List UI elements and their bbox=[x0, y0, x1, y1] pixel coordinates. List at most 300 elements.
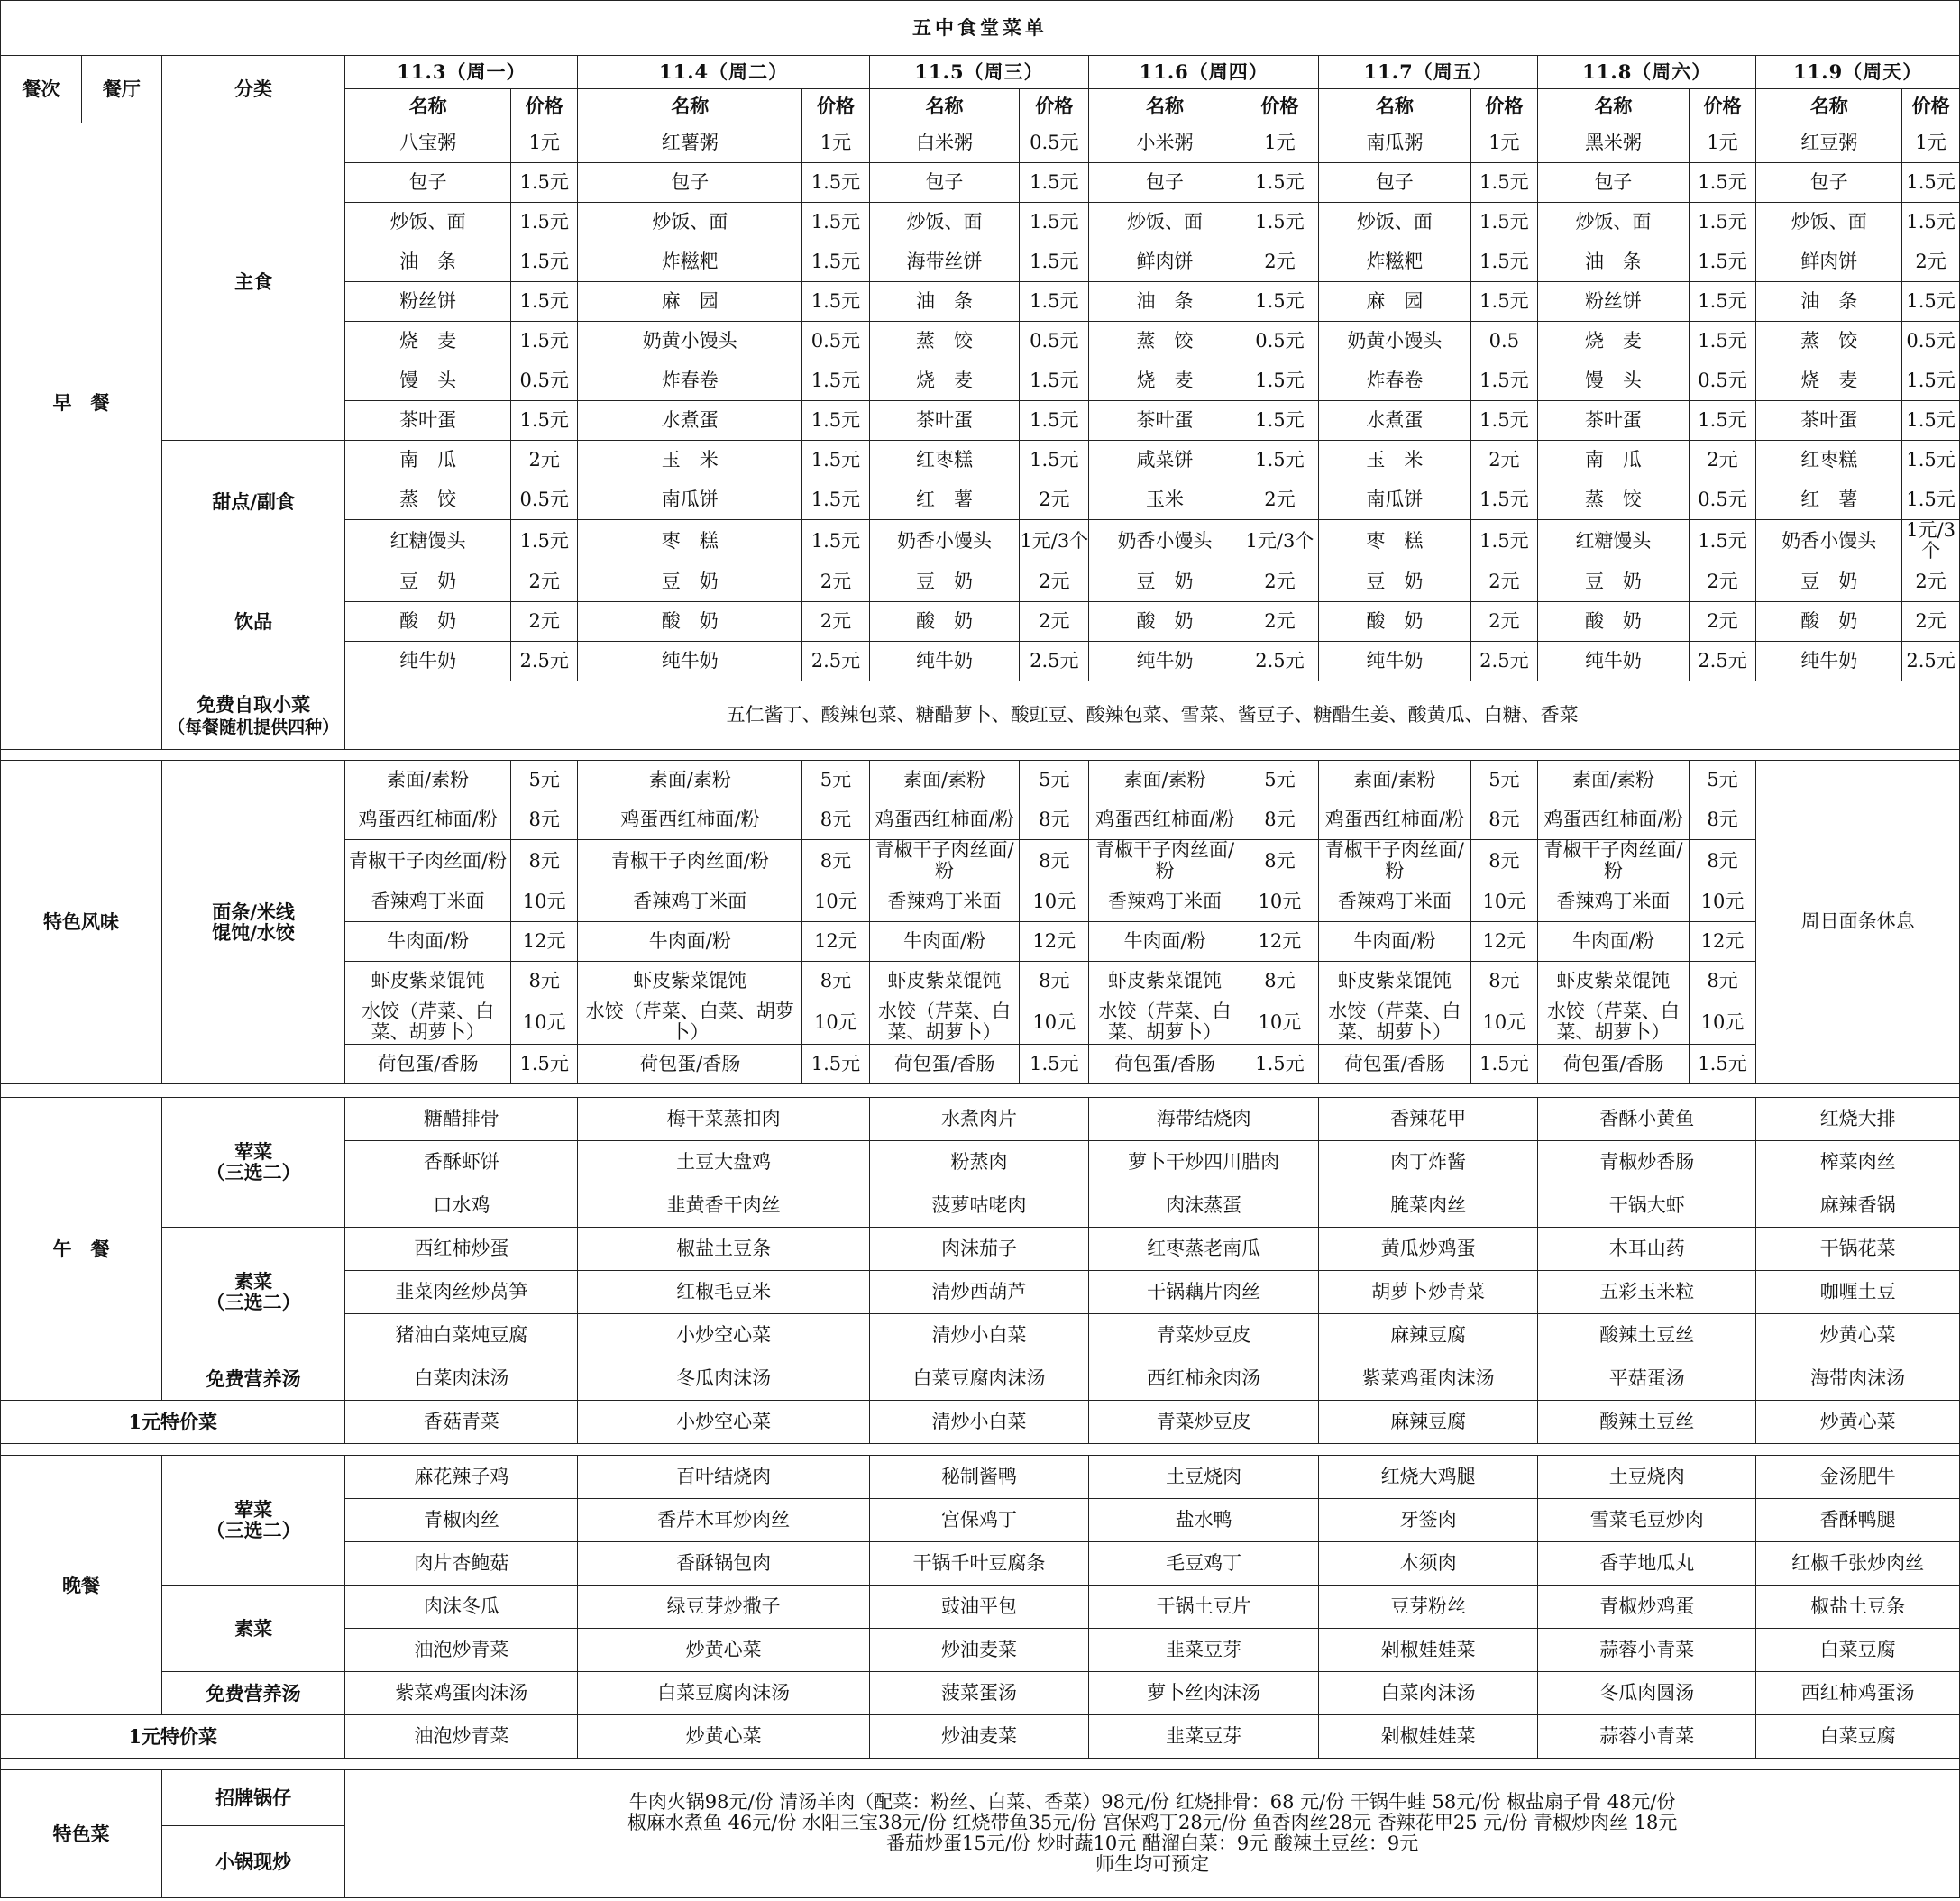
table-row bbox=[1, 1585, 1960, 1628]
dish-price: 0.5元 bbox=[1689, 361, 1756, 401]
breakfast-label: 早 餐 bbox=[1, 123, 162, 681]
dish-name: 蒸 饺 bbox=[345, 480, 511, 520]
special-dish: 炒油麦菜 bbox=[869, 1714, 1089, 1758]
dish-name: 奶香小馒头 bbox=[1089, 520, 1241, 562]
dish-name: 木须肉 bbox=[1319, 1541, 1538, 1585]
noodle-name: 鸡蛋西红柿面/粉 bbox=[1089, 800, 1241, 840]
noodle-price: 8元 bbox=[1470, 962, 1538, 1001]
dish-name: 包子 bbox=[578, 163, 802, 203]
dish-name: 炒饭、面 bbox=[1319, 203, 1470, 242]
noodle-name: 荷包蛋/香肠 bbox=[1538, 1044, 1690, 1083]
dish-name: 南瓜饼 bbox=[1319, 480, 1470, 520]
dish-name: 玉 米 bbox=[578, 441, 802, 480]
noodle-name: 牛肉面/粉 bbox=[345, 922, 511, 962]
dish-name: 奶黄小馒头 bbox=[578, 322, 802, 361]
noodle-name: 水饺（芹菜、白菜、胡萝卜） bbox=[345, 1001, 511, 1044]
dish-name: 萝卜干炒四川腊肉 bbox=[1089, 1140, 1319, 1184]
noodle-price: 10元 bbox=[1241, 882, 1318, 922]
dish-price: 2.5元 bbox=[1020, 642, 1089, 681]
veg-title: 素菜 bbox=[234, 1616, 273, 1640]
noodle-price: 10元 bbox=[802, 882, 870, 922]
dish-price: 1元 bbox=[802, 123, 870, 163]
dish-name: 五彩玉米粒 bbox=[1538, 1270, 1756, 1313]
dish-price: 1.5元 bbox=[1689, 282, 1756, 322]
dish-name: 纯牛奶 bbox=[1089, 642, 1241, 681]
dish-name: 麻 园 bbox=[578, 282, 802, 322]
noodle-name: 青椒干子肉丝面/粉 bbox=[1319, 840, 1470, 882]
dish-price: 1.5元 bbox=[1020, 282, 1089, 322]
dish-name: 炒饭、面 bbox=[1538, 203, 1690, 242]
dish-name: 油泡炒青菜 bbox=[345, 1628, 578, 1671]
noodle-price: 10元 bbox=[1470, 1001, 1538, 1044]
noodle-price: 1.5元 bbox=[1470, 1044, 1538, 1083]
specialty-line: 番茄炒蛋15元/份 炒时蔬10元 醋溜白菜：9元 酸辣土豆丝：9元 bbox=[886, 1832, 1419, 1855]
dish-price: 0.5元 bbox=[510, 361, 578, 401]
dish-name: 纯牛奶 bbox=[1538, 642, 1690, 681]
noodle-price: 8元 bbox=[1689, 962, 1756, 1001]
dinner-veg-label bbox=[161, 1585, 344, 1671]
blank-cell bbox=[1, 681, 162, 750]
dish-price: 1.5元 bbox=[1689, 401, 1756, 441]
dish-price: 2.5元 bbox=[1470, 642, 1538, 681]
dish-name: 麻辣香锅 bbox=[1756, 1184, 1960, 1227]
dish-price: 1.5元 bbox=[510, 401, 578, 441]
dish-name: 口水鸡 bbox=[345, 1184, 578, 1227]
table-row bbox=[1, 1097, 1960, 1140]
meat-title: 荤菜 bbox=[234, 1497, 273, 1521]
noodle-price: 5元 bbox=[1020, 761, 1089, 800]
dish-price: 2元 bbox=[802, 562, 870, 602]
dish-name: 肉丁炸酱 bbox=[1319, 1140, 1538, 1184]
dish-name: 红椒毛豆米 bbox=[578, 1270, 869, 1313]
dish-price: 1.5元 bbox=[1241, 441, 1318, 480]
table-row bbox=[1, 1714, 1960, 1758]
dish-name: 韭菜肉丝炒莴笋 bbox=[345, 1270, 578, 1313]
dish-name: 腌菜肉丝 bbox=[1319, 1184, 1538, 1227]
dish-price: 1.5元 bbox=[1902, 480, 1960, 520]
noodle-name: 虾皮紫菜馄饨 bbox=[345, 962, 511, 1001]
noodle-price: 12元 bbox=[1470, 922, 1538, 962]
dish-price: 2元 bbox=[1902, 602, 1960, 642]
dish-name: 香酥虾饼 bbox=[345, 1140, 578, 1184]
dish-name: 南瓜粥 bbox=[1319, 123, 1470, 163]
dish-name: 剁椒娃娃菜 bbox=[1319, 1628, 1538, 1671]
dinner-label: 晚餐 bbox=[1, 1455, 162, 1714]
dish-name: 酸 奶 bbox=[1756, 602, 1902, 642]
noodle-name: 荷包蛋/香肠 bbox=[578, 1044, 802, 1083]
dish-name: 肉片杏鲍菇 bbox=[345, 1541, 578, 1585]
dish-price: 2元 bbox=[1902, 562, 1960, 602]
dish-name: 油 条 bbox=[1089, 282, 1241, 322]
dish-name: 青椒肉丝 bbox=[345, 1498, 578, 1541]
dish-name: 南 瓜 bbox=[345, 441, 511, 480]
noodle-name: 荷包蛋/香肠 bbox=[345, 1044, 511, 1083]
dish-name: 南 瓜 bbox=[1538, 441, 1690, 480]
dish-name: 豆 奶 bbox=[1319, 562, 1470, 602]
dish-price: 1.5元 bbox=[802, 203, 870, 242]
dish-name: 豆 奶 bbox=[1756, 562, 1902, 602]
dish-name: 玉米 bbox=[1089, 480, 1241, 520]
special-dish: 清炒小白菜 bbox=[869, 1400, 1089, 1443]
table-row bbox=[1, 761, 1960, 800]
dish-name: 包子 bbox=[1089, 163, 1241, 203]
soup-name: 海带肉沫汤 bbox=[1756, 1357, 1960, 1400]
dinner-meat-label bbox=[161, 1455, 344, 1585]
noodle-name: 荷包蛋/香肠 bbox=[1319, 1044, 1470, 1083]
dish-name: 烧 麦 bbox=[1538, 322, 1690, 361]
noodle-price: 8元 bbox=[510, 840, 578, 882]
lunch-veg-label bbox=[161, 1227, 344, 1357]
noodle-price: 10元 bbox=[1689, 882, 1756, 922]
noodle-price: 1.5元 bbox=[1689, 1044, 1756, 1083]
section-gap bbox=[1, 750, 1960, 761]
dish-price: 1.5元 bbox=[1020, 401, 1089, 441]
dish-price: 2元 bbox=[1241, 562, 1318, 602]
dish-price: 2元 bbox=[1020, 562, 1089, 602]
noodles-category bbox=[161, 761, 344, 1083]
noodle-name: 牛肉面/粉 bbox=[1538, 922, 1690, 962]
dish-name: 炸糍粑 bbox=[1319, 242, 1470, 282]
dish-name: 梅干菜蒸扣肉 bbox=[578, 1097, 869, 1140]
noodle-name: 素面/素粉 bbox=[1538, 761, 1690, 800]
table-row bbox=[1, 1769, 1960, 1825]
noodle-name: 青椒干子肉丝面/粉 bbox=[869, 840, 1020, 882]
dish-price: 2元 bbox=[510, 602, 578, 642]
header-hall: 餐厅 bbox=[81, 56, 161, 123]
dish-price: 1.5元 bbox=[1470, 401, 1538, 441]
dish-price: 1.5元 bbox=[1470, 203, 1538, 242]
noodles-section-label: 特色风味 bbox=[1, 761, 162, 1083]
dish-name: 豆 奶 bbox=[869, 562, 1020, 602]
dish-price: 1.5元 bbox=[802, 242, 870, 282]
table-row bbox=[1, 1227, 1960, 1270]
noodle-price: 8元 bbox=[510, 800, 578, 840]
dish-name: 鲜肉饼 bbox=[1756, 242, 1902, 282]
special-dish: 小炒空心菜 bbox=[578, 1400, 869, 1443]
dish-name: 百叶结烧肉 bbox=[578, 1455, 869, 1498]
dish-name: 茶叶蛋 bbox=[1538, 401, 1690, 441]
noodles-category-line: 馄饨/水饺 bbox=[212, 920, 295, 944]
free-sides-label bbox=[161, 681, 344, 750]
dish-price: 2.5元 bbox=[1902, 642, 1960, 681]
lunch-special-label: 1元特价菜 bbox=[1, 1400, 345, 1443]
dish-price: 2元 bbox=[1470, 562, 1538, 602]
noodle-price: 1.5元 bbox=[1020, 1044, 1089, 1083]
free-sides-title: 免费自取小菜 bbox=[197, 692, 311, 716]
day-header: 11.5（周三） bbox=[869, 56, 1089, 89]
noodle-name: 水饺（芹菜、白菜、胡萝卜） bbox=[1538, 1001, 1690, 1044]
dish-name: 纯牛奶 bbox=[869, 642, 1020, 681]
dish-name: 豉油平包 bbox=[869, 1585, 1089, 1628]
noodle-price: 1.5元 bbox=[510, 1044, 578, 1083]
dish-price: 1.5元 bbox=[1020, 441, 1089, 480]
dish-price: 1.5元 bbox=[510, 203, 578, 242]
dish-name: 蒸 饺 bbox=[869, 322, 1020, 361]
noodle-name: 青椒干子肉丝面/粉 bbox=[578, 840, 802, 882]
table-row bbox=[1, 1671, 1960, 1714]
table-row bbox=[1, 123, 1960, 163]
noodle-name: 素面/素粉 bbox=[1319, 761, 1470, 800]
dish-name: 牙签肉 bbox=[1319, 1498, 1538, 1541]
noodle-price: 8元 bbox=[1241, 840, 1318, 882]
noodle-price: 8元 bbox=[802, 840, 870, 882]
dish-name: 肉沫蒸蛋 bbox=[1089, 1184, 1319, 1227]
noodle-name: 虾皮紫菜馄饨 bbox=[578, 962, 802, 1001]
noodle-name: 鸡蛋西红柿面/粉 bbox=[345, 800, 511, 840]
noodle-name: 香辣鸡丁米面 bbox=[1538, 882, 1690, 922]
dish-name: 水煮蛋 bbox=[578, 401, 802, 441]
dish-name: 红枣糕 bbox=[869, 441, 1020, 480]
header-meal: 餐次 bbox=[1, 56, 82, 123]
dish-name: 红烧大鸡腿 bbox=[1319, 1455, 1538, 1498]
dish-name: 奶香小馒头 bbox=[869, 520, 1020, 562]
noodle-price: 10元 bbox=[1020, 1001, 1089, 1044]
dish-name: 肉沫茄子 bbox=[869, 1227, 1089, 1270]
specialty-items bbox=[345, 1769, 1960, 1897]
dish-price: 0.5元 bbox=[802, 322, 870, 361]
specialty-line: 椒麻水煮鱼 46元/份 水阳三宝38元/份 红烧带鱼35元/份 宫保鸡丁28元/份 鱼香肉丝28元 香辣花甲25 元/份 青椒炒肉丝 18元 bbox=[627, 1811, 1678, 1833]
dish-name: 胡萝卜炒青菜 bbox=[1319, 1270, 1538, 1313]
dish-name: 土豆烧肉 bbox=[1538, 1455, 1756, 1498]
dish-name: 红豆粥 bbox=[1756, 123, 1902, 163]
dish-name: 蒸 饺 bbox=[1756, 322, 1902, 361]
dish-price: 1.5元 bbox=[1470, 282, 1538, 322]
dish-name: 青菜炒豆皮 bbox=[1089, 1313, 1319, 1357]
day-header: 11.3（周一） bbox=[345, 56, 578, 89]
dish-name: 豆 奶 bbox=[1089, 562, 1241, 602]
dish-name: 炒油麦菜 bbox=[869, 1628, 1089, 1671]
dish-price: 1.5元 bbox=[1241, 361, 1318, 401]
dish-price: 1.5元 bbox=[802, 441, 870, 480]
noodle-price: 12元 bbox=[1241, 922, 1318, 962]
dish-name: 青椒炒香肠 bbox=[1538, 1140, 1756, 1184]
dish-price: 2元 bbox=[510, 441, 578, 480]
dish-price: 1.5元 bbox=[1689, 163, 1756, 203]
dish-name: 菠萝咕咾肉 bbox=[869, 1184, 1089, 1227]
dish-name: 麻花辣子鸡 bbox=[345, 1455, 578, 1498]
meat-sub: （三选二） bbox=[206, 1161, 301, 1184]
noodle-name: 荷包蛋/香肠 bbox=[1089, 1044, 1241, 1083]
day-header: 11.4（周二） bbox=[578, 56, 869, 89]
dish-name: 粉丝饼 bbox=[1538, 282, 1690, 322]
dish-name: 金汤肥牛 bbox=[1756, 1455, 1960, 1498]
dish-name: 奶香小馒头 bbox=[1756, 520, 1902, 562]
dish-name: 枣 糕 bbox=[578, 520, 802, 562]
table-row bbox=[1, 1, 1960, 56]
table-row bbox=[1, 441, 1960, 480]
dish-price: 1元/3个 bbox=[1902, 520, 1960, 562]
noodle-name: 素面/素粉 bbox=[578, 761, 802, 800]
dish-price: 1.5元 bbox=[1241, 163, 1318, 203]
dish-name: 小炒空心菜 bbox=[578, 1313, 869, 1357]
dish-price: 1.5元 bbox=[1020, 163, 1089, 203]
dish-name: 清炒小白菜 bbox=[869, 1313, 1089, 1357]
dish-price: 0.5元 bbox=[510, 480, 578, 520]
specialty-line: 牛肉火锅98元/份 清汤羊肉（配菜：粉丝、白菜、香菜）98元/份 红烧排骨：68 元/份 干锅牛蛙 58元/份 椒盐扇子骨 48元/份 bbox=[628, 1790, 1676, 1813]
dish-price: 2.5元 bbox=[802, 642, 870, 681]
special-dish: 麻辣豆腐 bbox=[1319, 1400, 1538, 1443]
soup-name: 白菜肉沫汤 bbox=[345, 1357, 578, 1400]
specialty-sub2: 小锅现炒 bbox=[161, 1825, 344, 1897]
veg-sub: （三选二） bbox=[206, 1291, 301, 1314]
dish-name: 蒸 饺 bbox=[1089, 322, 1241, 361]
header-price: 价格 bbox=[1902, 89, 1960, 123]
special-dish: 白菜豆腐 bbox=[1756, 1714, 1960, 1758]
dish-name: 红糖馒头 bbox=[1538, 520, 1690, 562]
dish-name: 小米粥 bbox=[1089, 123, 1241, 163]
dish-name: 酸 奶 bbox=[1319, 602, 1470, 642]
noodle-name: 素面/素粉 bbox=[1089, 761, 1241, 800]
soup-name: 冬瓜肉圆汤 bbox=[1538, 1671, 1756, 1714]
dish-price: 1.5元 bbox=[1470, 361, 1538, 401]
dish-name: 炸糍粑 bbox=[578, 242, 802, 282]
dish-price: 2元 bbox=[1020, 602, 1089, 642]
header-name: 名称 bbox=[1756, 89, 1902, 123]
dish-name: 酸 奶 bbox=[345, 602, 511, 642]
noodle-price: 12元 bbox=[1020, 922, 1089, 962]
dish-price: 2.5元 bbox=[1689, 642, 1756, 681]
dish-name: 烧 麦 bbox=[1089, 361, 1241, 401]
noodle-price: 8元 bbox=[1020, 962, 1089, 1001]
dish-price: 2.5元 bbox=[510, 642, 578, 681]
section-gap bbox=[1, 1443, 1960, 1455]
dish-name: 纯牛奶 bbox=[1319, 642, 1470, 681]
dish-name: 炸春卷 bbox=[578, 361, 802, 401]
dish-name: 油 条 bbox=[869, 282, 1020, 322]
soup-name: 白菜豆腐肉沫汤 bbox=[578, 1671, 869, 1714]
dish-name: 青椒炒鸡蛋 bbox=[1538, 1585, 1756, 1628]
dish-name: 茶叶蛋 bbox=[1089, 401, 1241, 441]
dish-price: 1元/3个 bbox=[1241, 520, 1318, 562]
dish-name: 毛豆鸡丁 bbox=[1089, 1541, 1319, 1585]
noodle-name: 青椒干子肉丝面/粉 bbox=[345, 840, 511, 882]
dish-name: 红 薯 bbox=[869, 480, 1020, 520]
free-sides-items: 五仁酱丁、酸辣包菜、糖醋萝卜、酸豇豆、酸辣包菜、雪菜、酱豆子、糖醋生姜、酸黄瓜、白糖、香菜 bbox=[345, 681, 1960, 750]
noodle-name: 荷包蛋/香肠 bbox=[869, 1044, 1020, 1083]
header-name: 名称 bbox=[1538, 89, 1690, 123]
noodle-price: 8元 bbox=[1470, 840, 1538, 882]
header-price: 价格 bbox=[1689, 89, 1756, 123]
dish-name: 土豆大盘鸡 bbox=[578, 1140, 869, 1184]
dish-name: 韭黄香干肉丝 bbox=[578, 1184, 869, 1227]
dish-name: 粉丝饼 bbox=[345, 282, 511, 322]
special-dish: 酸辣土豆丝 bbox=[1538, 1400, 1756, 1443]
dish-name: 烧 麦 bbox=[345, 322, 511, 361]
dish-name: 盐水鸭 bbox=[1089, 1498, 1319, 1541]
dish-name: 香芹木耳炒肉丝 bbox=[578, 1498, 869, 1541]
dish-name: 清炒西葫芦 bbox=[869, 1270, 1089, 1313]
dish-name: 白米粥 bbox=[869, 123, 1020, 163]
header-name: 名称 bbox=[345, 89, 511, 123]
dish-price: 1元/3个 bbox=[1020, 520, 1089, 562]
dinner-soup-label: 免费营养汤 bbox=[161, 1671, 344, 1714]
header-name: 名称 bbox=[578, 89, 802, 123]
dish-price: 0.5元 bbox=[1020, 322, 1089, 361]
dish-price: 1.5元 bbox=[802, 163, 870, 203]
dish-name: 粉蒸肉 bbox=[869, 1140, 1089, 1184]
dish-name: 炒饭、面 bbox=[869, 203, 1020, 242]
noodle-name: 素面/素粉 bbox=[345, 761, 511, 800]
noodle-price: 8元 bbox=[1020, 840, 1089, 882]
dish-name: 黄瓜炒鸡蛋 bbox=[1319, 1227, 1538, 1270]
dish-name: 榨菜肉丝 bbox=[1756, 1140, 1960, 1184]
table-row bbox=[1, 1400, 1960, 1443]
special-dish: 油泡炒青菜 bbox=[345, 1714, 578, 1758]
noodle-price: 5元 bbox=[510, 761, 578, 800]
dish-name: 干锅花菜 bbox=[1756, 1227, 1960, 1270]
dish-name: 豆 奶 bbox=[345, 562, 511, 602]
dish-name: 干锅千叶豆腐条 bbox=[869, 1541, 1089, 1585]
dish-price: 1元 bbox=[510, 123, 578, 163]
dish-name: 茶叶蛋 bbox=[345, 401, 511, 441]
dish-price: 0.5元 bbox=[1020, 123, 1089, 163]
category-label: 主食 bbox=[161, 123, 344, 441]
noodle-price: 5元 bbox=[1470, 761, 1538, 800]
special-dish: 青菜炒豆皮 bbox=[1089, 1400, 1319, 1443]
noodle-name: 鸡蛋西红柿面/粉 bbox=[1538, 800, 1690, 840]
dish-name: 包子 bbox=[1756, 163, 1902, 203]
noodle-price: 8元 bbox=[1020, 800, 1089, 840]
header-name: 名称 bbox=[1089, 89, 1241, 123]
dish-name: 红薯粥 bbox=[578, 123, 802, 163]
meat-sub: （三选二） bbox=[206, 1519, 301, 1542]
table-row bbox=[1, 1455, 1960, 1498]
dish-name: 海带结烧肉 bbox=[1089, 1097, 1319, 1140]
dish-name: 红椒千张炒肉丝 bbox=[1756, 1541, 1960, 1585]
dish-price: 1.5元 bbox=[802, 520, 870, 562]
soup-name: 冬瓜肉沫汤 bbox=[578, 1357, 869, 1400]
table-row bbox=[1, 56, 1960, 89]
dish-price: 1.5元 bbox=[510, 322, 578, 361]
dish-price: 0.5 bbox=[1470, 322, 1538, 361]
noodle-name: 鸡蛋西红柿面/粉 bbox=[578, 800, 802, 840]
header-category: 分类 bbox=[161, 56, 344, 123]
dish-name: 麻 园 bbox=[1319, 282, 1470, 322]
dish-name: 绿豆芽炒撒子 bbox=[578, 1585, 869, 1628]
dish-price: 1.5元 bbox=[510, 163, 578, 203]
noodle-price: 5元 bbox=[802, 761, 870, 800]
noodle-name: 香辣鸡丁米面 bbox=[869, 882, 1020, 922]
noodle-name: 青椒干子肉丝面/粉 bbox=[1538, 840, 1690, 882]
day-header: 11.7（周五） bbox=[1319, 56, 1538, 89]
dish-name: 茶叶蛋 bbox=[1756, 401, 1902, 441]
lunch-soup-label: 免费营养汤 bbox=[161, 1357, 344, 1400]
noodle-name: 水饺（芹菜、白菜、胡萝卜） bbox=[578, 1001, 802, 1044]
noodle-name: 水饺（芹菜、白菜、胡萝卜） bbox=[1319, 1001, 1470, 1044]
noodle-name: 香辣鸡丁米面 bbox=[578, 882, 802, 922]
specialty-line: 师生均可预定 bbox=[1095, 1853, 1210, 1876]
noodle-price: 1.5元 bbox=[1241, 1044, 1318, 1083]
header-price: 价格 bbox=[802, 89, 870, 123]
dish-name: 咸菜饼 bbox=[1089, 441, 1241, 480]
dish-price: 1.5元 bbox=[1470, 480, 1538, 520]
dish-name: 酸 奶 bbox=[578, 602, 802, 642]
header-price: 价格 bbox=[1020, 89, 1089, 123]
dish-price: 1元 bbox=[1902, 123, 1960, 163]
dish-price: 2元 bbox=[802, 602, 870, 642]
dish-name: 肉沫冬瓜 bbox=[345, 1585, 578, 1628]
sunday-note: 周日面条休息 bbox=[1756, 761, 1960, 1083]
meat-title: 荤菜 bbox=[234, 1139, 273, 1163]
special-dish: 炒黄心菜 bbox=[1756, 1400, 1960, 1443]
dish-name: 炒饭、面 bbox=[1756, 203, 1902, 242]
header-price: 价格 bbox=[1470, 89, 1538, 123]
dish-name: 香酥小黄鱼 bbox=[1538, 1097, 1756, 1140]
soup-name: 紫菜鸡蛋肉沫汤 bbox=[345, 1671, 578, 1714]
lunch-meat-label bbox=[161, 1097, 344, 1227]
noodle-name: 香辣鸡丁米面 bbox=[345, 882, 511, 922]
dish-name: 包子 bbox=[1319, 163, 1470, 203]
